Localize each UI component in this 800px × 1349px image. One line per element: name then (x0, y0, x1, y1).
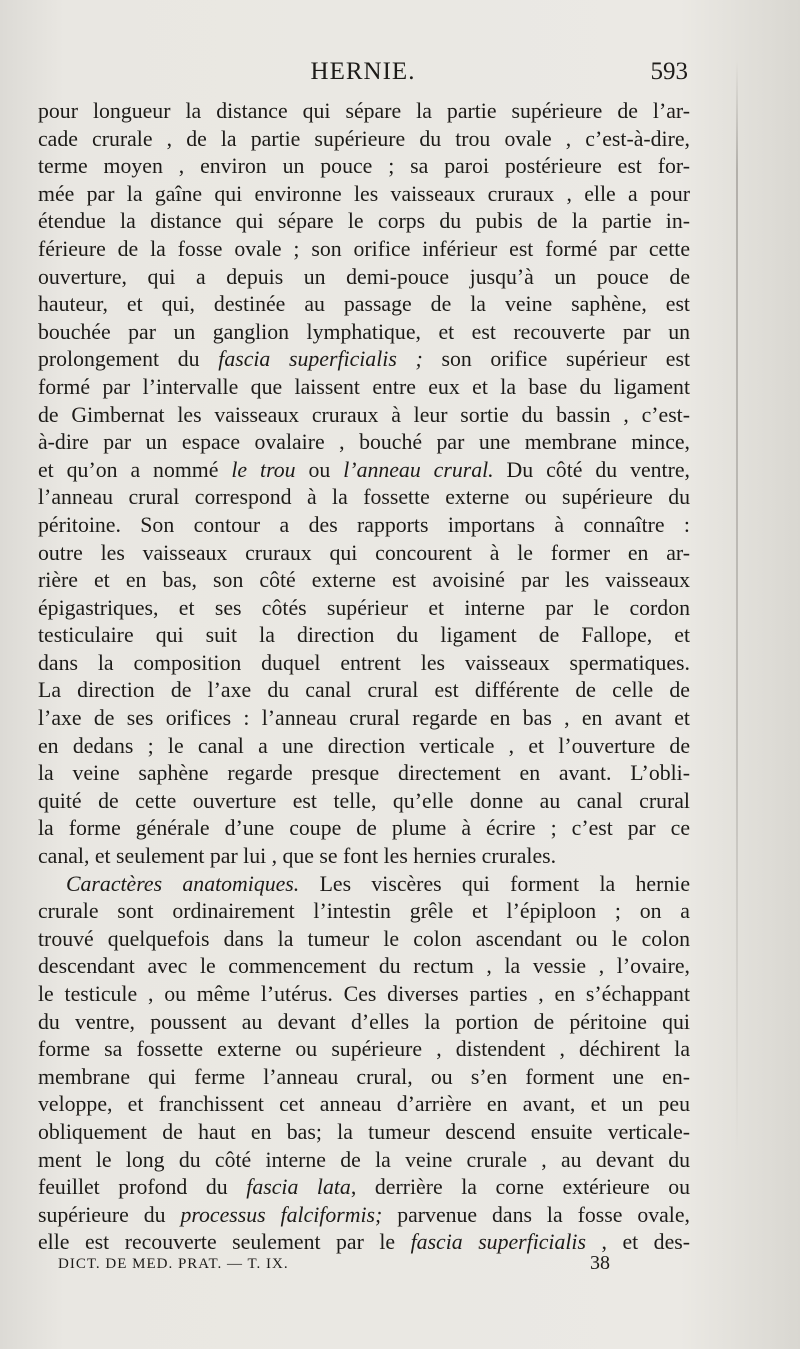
sheet-number: 38 (590, 1252, 610, 1274)
text-line (38, 871, 690, 899)
text-line (38, 1202, 690, 1230)
text-segment: l’anneau crural correspond à la fossette externe ou supérieure du (38, 485, 690, 510)
text-segment: la forme générale d’une coupe de plume à écrire ; c’est par ce (38, 816, 690, 841)
text-line (38, 181, 690, 209)
text-segment: férieure de la fosse ovale ; son orifice inférieur est formé par cette (38, 236, 690, 261)
text-line (38, 760, 690, 788)
text-line (38, 153, 690, 181)
text-line (38, 843, 690, 871)
text-line (38, 484, 690, 512)
text-line (38, 733, 690, 761)
text-line (38, 264, 690, 292)
text-segment: terme moyen , environ un pouce ; sa paroi postérieure est for- (38, 154, 690, 179)
text-line (38, 705, 690, 733)
text-segment: dans la composition duquel entrent les vaisseaux spermatiques. (38, 650, 690, 675)
text-line (38, 1036, 690, 1064)
text-segment: crurale sont ordinairement l’intestin grêle et l’épiploon ; on a (38, 899, 690, 924)
text-line (38, 981, 690, 1009)
text-segment: membrane qui ferme l’anneau crural, ou s’en forment une en- (38, 1064, 690, 1089)
text-segment: descendant avec le commencement du rectum , la vessie , l’ovaire, (38, 954, 690, 979)
text-segment: ou (295, 457, 344, 482)
text-line (38, 457, 690, 485)
text-line (38, 788, 690, 816)
text-segment: quité de cette ouverture est telle, qu’elle donne au canal crural (38, 788, 690, 813)
text-segment: du ventre, poussent au devant d’elles la portion de péritoine qui (38, 1009, 690, 1034)
text-segment: obliquement de haut en bas; la tumeur descend ensuite verticale- (38, 1119, 690, 1144)
text-line (38, 677, 690, 705)
printer-signature: DICT. DE MED. PRAT. — T. IX. (58, 1256, 289, 1272)
text-segment: , et des- (585, 1230, 690, 1255)
text-line (38, 429, 690, 457)
text-line (38, 374, 690, 402)
text-line (38, 540, 690, 568)
text-line (38, 402, 690, 430)
text-line (38, 236, 690, 264)
italic-term: fascia lata (246, 1175, 351, 1200)
italic-term: fascia superficialis (410, 1230, 586, 1255)
text-line (38, 512, 690, 540)
text-line (38, 898, 690, 926)
text-line (38, 1119, 690, 1147)
text-segment: le testicule , ou même l’utérus. Ces diverses parties , en s’échappant (38, 982, 690, 1006)
text-segment: épigastriques, et ses côtés supérieur et interne par le cordon (38, 595, 690, 620)
italic-term: processus falciformis; (180, 1202, 383, 1227)
text-segment: en dedans ; le canal a une direction verticale , et l’ouverture de (38, 733, 690, 758)
text-segment: outre les vaisseaux cruraux qui concourent à le former en ar- (38, 540, 690, 565)
text-segment: son orifice supérieur est (422, 347, 691, 372)
text-segment: canal, et seulement par lui , que se font les hernies crurales. (38, 844, 557, 869)
italic-term: le trou (231, 457, 296, 482)
text-segment: elle est recouverte seulement par le (38, 1230, 411, 1255)
text-segment: rière et en bas, son côté externe est avoisiné par les vaisseaux (38, 568, 690, 593)
text-segment: La direction de l’axe du canal crural est différente de celle de (38, 678, 690, 703)
text-segment: cade crurale , de la partie supérieure du trou ovale , c’est-à-dire, (38, 126, 690, 151)
text-segment: bouchée par un ganglion lymphatique, et est recouverte par un (38, 319, 690, 344)
text-segment: trouvé quelquefois dans la tumeur le colon ascendant ou le colon (38, 926, 690, 951)
text-line (38, 1064, 690, 1092)
text-line (38, 291, 690, 319)
text-segment: étendue la distance qui sépare le corps du pubis de la partie in- (38, 209, 690, 234)
text-segment: hauteur, et qui, destinée au passage de la veine saphène, est (38, 292, 690, 317)
text-segment: Du côté du ventre, (493, 457, 690, 482)
text-line (38, 1009, 690, 1037)
text-segment: de Gimbernat les vaisseaux cruraux à leur sortie du bassin , c’est- (38, 402, 690, 427)
text-segment: ment le long du côté interne de la veine crurale , au devant du (38, 1147, 690, 1172)
text-segment: l’axe de ses orifices : l’anneau crural regarde en bas , en avant et (38, 706, 690, 731)
text-segment: parvenue dans la fosse ovale, (382, 1202, 690, 1227)
text-line (38, 98, 690, 126)
text-segment: supérieure du (38, 1202, 181, 1227)
text-line (38, 1147, 690, 1175)
text-line (38, 650, 690, 678)
text-segment: prolongement du (38, 347, 219, 372)
page-header (38, 58, 688, 92)
text-line (38, 953, 690, 981)
text-segment: mée par la gaîne qui environne les vaisseaux cruraux , elle a pour (38, 181, 690, 206)
text-line (38, 319, 690, 347)
page-fold-shadow (736, 60, 738, 1160)
italic-term: fascia superficialis ; (218, 347, 423, 372)
page-number: 593 (650, 58, 688, 85)
text-line (38, 595, 690, 623)
page-footer (58, 1252, 688, 1282)
text-segment: , derrière la corne extérieure ou (350, 1175, 690, 1200)
text-segment: et qu’on a nommé (38, 457, 232, 482)
text-line (38, 1091, 690, 1119)
italic-term: Caractères anatomiques. (66, 871, 300, 896)
text-segment: testiculaire qui suit la direction du ligament de Fallope, et (38, 623, 690, 648)
text-segment: pour longueur la distance qui sépare la partie supérieure de l’ar- (38, 99, 690, 123)
text-segment: péritoine. Son contour a des rapports importans à connaître : (38, 512, 690, 537)
text-line (38, 622, 690, 650)
text-line (38, 815, 690, 843)
text-line (38, 208, 690, 236)
text-segment: forme sa fossette externe ou supérieure , distendent , déchirent la (38, 1037, 690, 1062)
text-segment: feuillet profond du (38, 1175, 247, 1200)
italic-term: l’anneau crural. (343, 457, 494, 482)
running-head: HERNIE. (310, 58, 416, 85)
text-line (38, 926, 690, 954)
text-segment: à-dire par un espace ovalaire , bouché par une membrane mince, (38, 430, 690, 455)
text-segment: formé par l’intervalle que laissent entre eux et la base du ligament (38, 374, 690, 399)
text-line (38, 346, 690, 374)
text-line (38, 567, 690, 595)
text-line (38, 1174, 690, 1202)
text-line (38, 126, 690, 154)
text-segment: ouverture, qui a depuis un demi-pouce jusqu’à un pouce de (38, 264, 690, 289)
body-text (38, 98, 690, 1257)
text-segment: Les viscères qui forment la hernie (299, 871, 690, 896)
text-segment: la veine saphène regarde presque directement en avant. L’obli- (38, 761, 690, 786)
text-segment: veloppe, et franchissent cet anneau d’arrière en avant, et un peu (38, 1092, 690, 1117)
